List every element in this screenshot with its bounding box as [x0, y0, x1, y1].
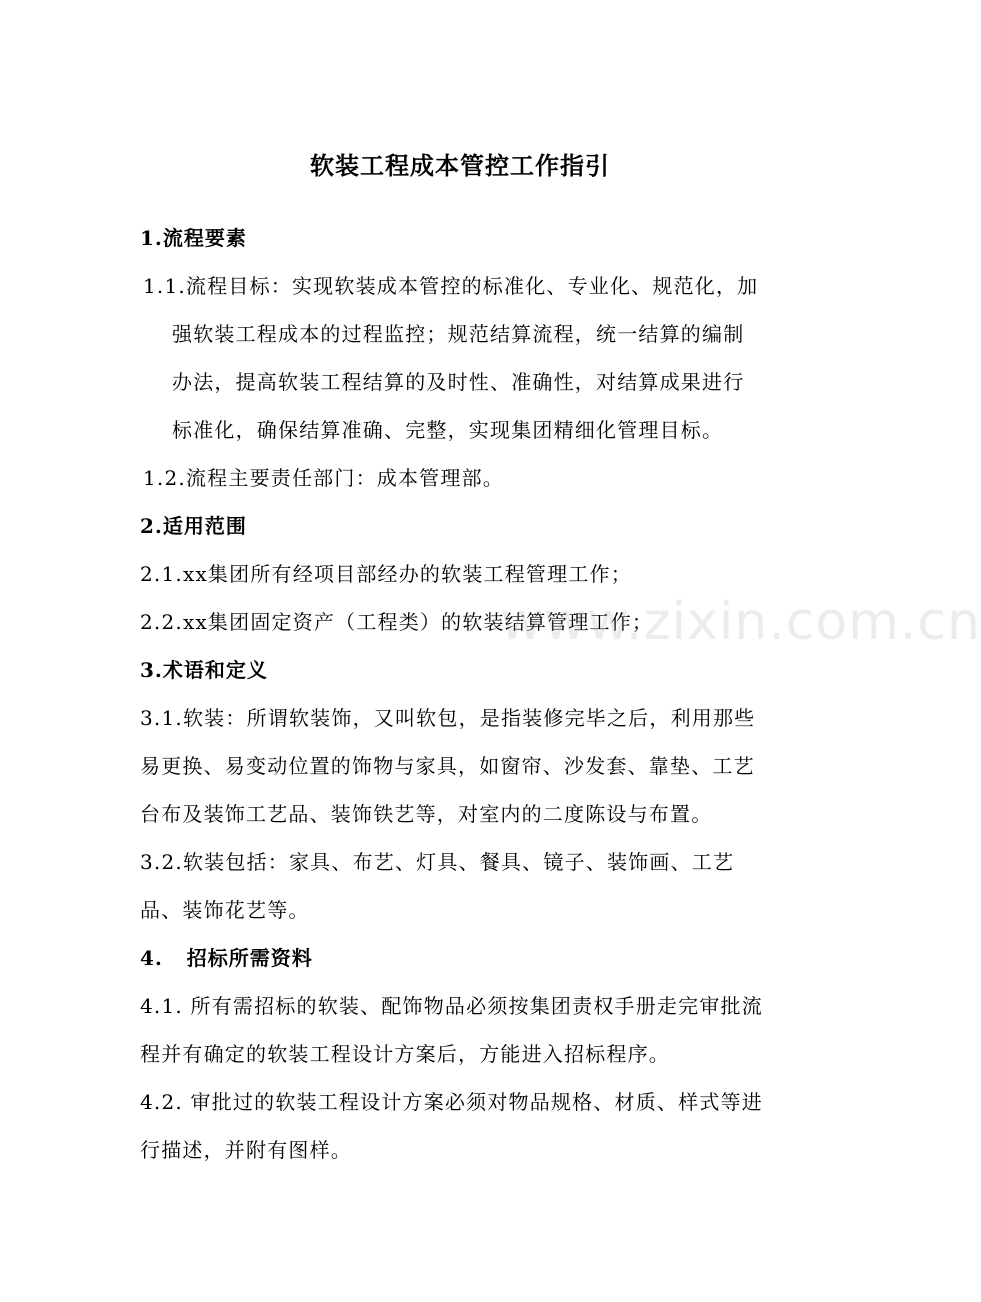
watermark: www.zixin.com.cn [500, 592, 981, 652]
paragraph-line: 品、装饰花艺等。 [140, 898, 310, 922]
section-heading-3: 3.术语和定义 [140, 658, 268, 682]
paragraph-line: 4.1. 所有需招标的软装、配饰物品必须按集团责权手册走完审批流 [140, 994, 763, 1018]
paragraph-line: 程并有确定的软装工程设计方案后，方能进入招标程序。 [140, 1042, 670, 1066]
paragraph-line: 4.2. 审批过的软装工程设计方案必须对物品规格、材质、样式等进 [140, 1090, 763, 1114]
paragraph-line: 3.1.软装：所谓软装饰，又叫软包，是指装修完毕之后，利用那些 [140, 706, 756, 730]
paragraph-line: 强软装工程成本的过程监控；规范结算流程，统一结算的编制 [172, 322, 745, 346]
paragraph-line: 3.2.软装包括：家具、布艺、灯具、餐具、镜子、装饰画、工艺 [140, 850, 735, 874]
paragraph-line: 1.2.流程主要责任部门：成本管理部。 [143, 466, 504, 490]
paragraph-line: 2.1.xx集团所有经项目部经办的软装工程管理工作； [140, 562, 632, 586]
document-title: 软装工程成本管控工作指引 [310, 151, 610, 180]
paragraph-line: 办法，提高软装工程结算的及时性、准确性，对结算成果进行 [172, 370, 745, 394]
section-heading-2: 2.适用范围 [140, 514, 247, 538]
section-heading-4: 4. 招标所需资料 [140, 946, 313, 970]
paragraph-line: 行描述，并附有图样。 [140, 1138, 352, 1162]
paragraph-line: 2.2.xx集团固定资产（工程类）的软装结算管理工作； [140, 610, 654, 634]
paragraph-line: 易更换、易变动位置的饰物与家具，如窗帘、沙发套、靠垫、工艺 [140, 754, 755, 778]
section-heading-1: 1.流程要素 [140, 226, 247, 250]
paragraph-line: 台布及装饰工艺品、装饰铁艺等，对室内的二度陈设与布置。 [140, 802, 713, 826]
paragraph-line: 标准化，确保结算准确、完整，实现集团精细化管理目标。 [172, 418, 724, 442]
paragraph-line: 1.1.流程目标：实现软装成本管控的标准化、专业化、规范化，加 [143, 274, 759, 298]
